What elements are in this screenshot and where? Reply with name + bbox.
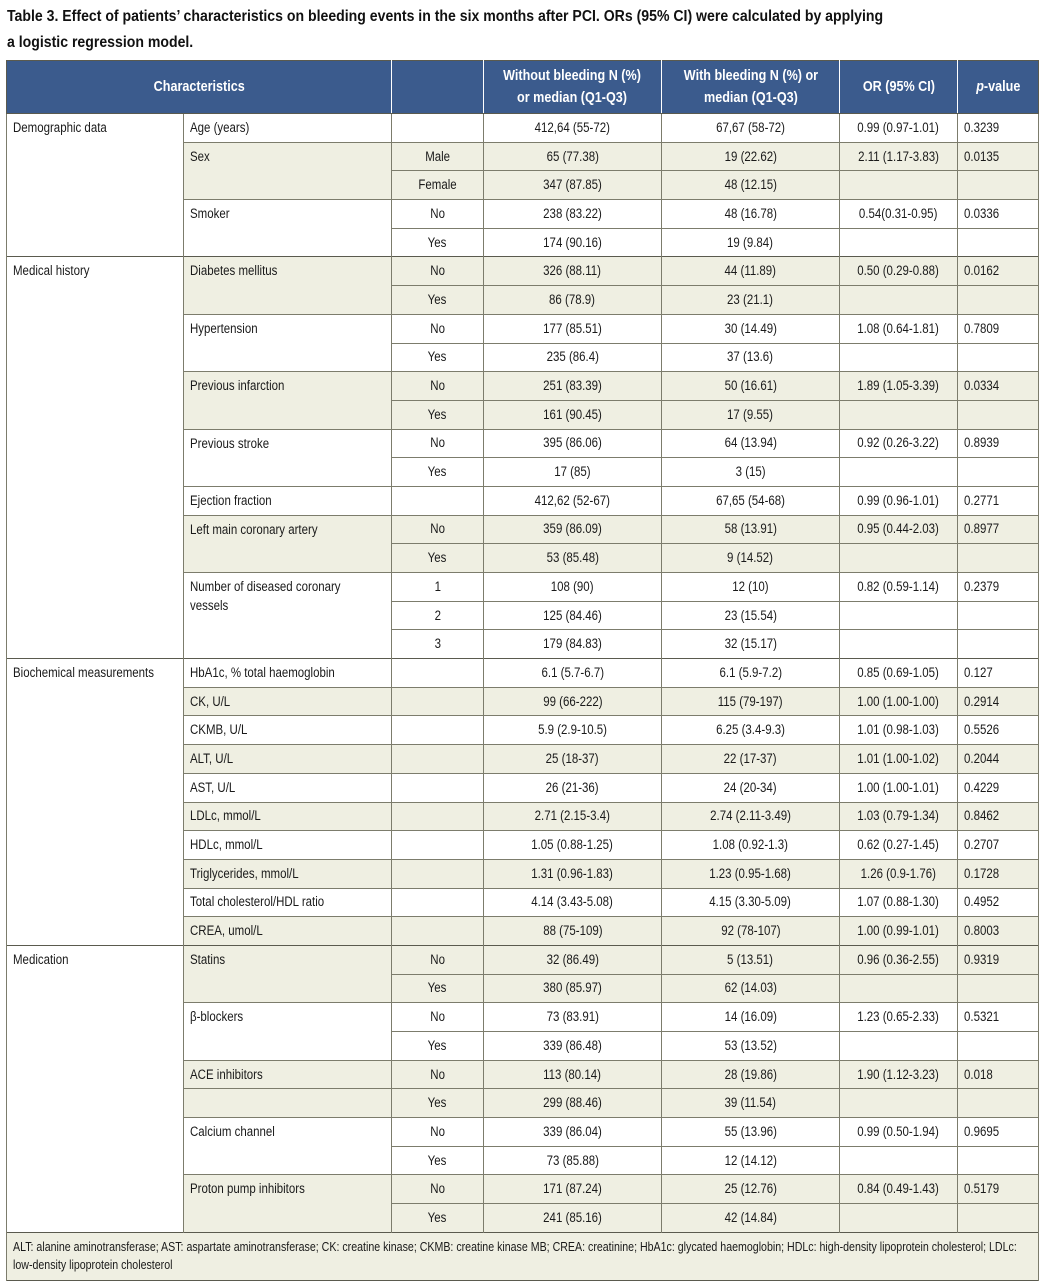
with-bleeding-cell: 62 (14.03) <box>662 974 840 1003</box>
p-value-cell <box>958 286 1039 315</box>
without-bleeding-cell: 108 (90) <box>484 573 662 602</box>
characteristic-cell: Ejection fraction <box>184 486 392 515</box>
without-bleeding-cell: 4.14 (3.43-5.08) <box>484 888 662 917</box>
or-cell: 0.85 (0.69-1.05) <box>840 659 958 688</box>
level-cell <box>392 917 484 946</box>
characteristic-cell: Proton pump inhibitors <box>184 1175 392 1232</box>
characteristic-cell: Calcium channel <box>184 1118 392 1175</box>
table-row <box>7 257 1039 286</box>
characteristic-cell: Previous stroke <box>184 429 392 486</box>
without-bleeding-cell: 2.71 (2.15-3.4) <box>484 802 662 831</box>
or-cell <box>840 1204 958 1233</box>
without-bleeding-cell: 1.05 (0.88-1.25) <box>484 831 662 860</box>
with-bleeding-cell: 55 (13.96) <box>662 1118 840 1147</box>
with-bleeding-cell: 2.74 (2.11-3.49) <box>662 802 840 831</box>
with-bleeding-cell: 1.23 (0.95-1.68) <box>662 859 840 888</box>
level-cell <box>392 831 484 860</box>
characteristic-cell: HDLc, mmol/L <box>184 831 392 860</box>
without-bleeding-cell: 73 (85.88) <box>484 1146 662 1175</box>
characteristic-cell <box>184 1089 392 1118</box>
p-value-cell: 0.0334 <box>958 372 1039 401</box>
header-or: OR (95% CI) <box>840 61 958 114</box>
characteristic-cell: Left main coronary artery <box>184 515 392 572</box>
or-cell: 1.00 (1.00-1.01) <box>840 773 958 802</box>
level-cell <box>392 802 484 831</box>
level-cell <box>392 114 484 143</box>
p-value-cell: 0.5179 <box>958 1175 1039 1204</box>
without-bleeding-cell: 339 (86.04) <box>484 1118 662 1147</box>
p-value-cell <box>958 1089 1039 1118</box>
with-bleeding-cell: 24 (20-34) <box>662 773 840 802</box>
with-bleeding-cell: 42 (14.84) <box>662 1204 840 1233</box>
or-cell <box>840 1146 958 1175</box>
header-blank <box>392 61 484 114</box>
without-bleeding-cell: 5.9 (2.9-10.5) <box>484 716 662 745</box>
with-bleeding-cell: 48 (12.15) <box>662 171 840 200</box>
without-bleeding-cell: 26 (21-36) <box>484 773 662 802</box>
p-value-cell: 0.2044 <box>958 745 1039 774</box>
with-bleeding-cell: 6.25 (3.4-9.3) <box>662 716 840 745</box>
level-cell <box>392 687 484 716</box>
with-bleeding-cell: 50 (16.61) <box>662 372 840 401</box>
characteristic-cell: Previous infarction <box>184 372 392 429</box>
characteristic-cell: CREA, umol/L <box>184 917 392 946</box>
with-bleeding-cell: 12 (10) <box>662 573 840 602</box>
or-cell <box>840 630 958 659</box>
characteristic-cell: Statins <box>184 945 392 1002</box>
level-cell: No <box>392 515 484 544</box>
level-cell: Female <box>392 171 484 200</box>
p-value-cell: 0.3239 <box>958 114 1039 143</box>
without-bleeding-cell: 359 (86.09) <box>484 515 662 544</box>
level-cell: Yes <box>392 1089 484 1118</box>
characteristic-cell: CK, U/L <box>184 687 392 716</box>
or-cell <box>840 286 958 315</box>
or-cell: 1.26 (0.9-1.76) <box>840 859 958 888</box>
or-cell <box>840 1032 958 1061</box>
without-bleeding-cell: 113 (80.14) <box>484 1060 662 1089</box>
with-bleeding-cell: 58 (13.91) <box>662 515 840 544</box>
or-cell <box>840 974 958 1003</box>
with-bleeding-cell: 12 (14.12) <box>662 1146 840 1175</box>
level-cell <box>392 659 484 688</box>
with-bleeding-cell: 22 (17-37) <box>662 745 840 774</box>
or-cell: 1.00 (0.99-1.01) <box>840 917 958 946</box>
p-value-cell <box>958 974 1039 1003</box>
or-cell: 0.95 (0.44-2.03) <box>840 515 958 544</box>
level-cell <box>392 888 484 917</box>
table-row <box>7 114 1039 143</box>
or-cell: 1.89 (1.05-3.39) <box>840 372 958 401</box>
header-row <box>7 61 1039 114</box>
level-cell: No <box>392 429 484 458</box>
p-value-cell: 0.4229 <box>958 773 1039 802</box>
level-cell: 1 <box>392 573 484 602</box>
with-bleeding-cell: 28 (19.86) <box>662 1060 840 1089</box>
p-value-cell: 0.018 <box>958 1060 1039 1089</box>
p-value-cell <box>958 228 1039 257</box>
without-bleeding-cell: 6.1 (5.7-6.7) <box>484 659 662 688</box>
level-cell <box>392 486 484 515</box>
p-value-cell: 0.5526 <box>958 716 1039 745</box>
level-cell: No <box>392 257 484 286</box>
p-value-cell <box>958 171 1039 200</box>
or-cell: 2.11 (1.17-3.83) <box>840 142 958 171</box>
level-cell: No <box>392 945 484 974</box>
level-cell: Yes <box>392 1146 484 1175</box>
without-bleeding-cell: 171 (87.24) <box>484 1175 662 1204</box>
without-bleeding-cell: 25 (18-37) <box>484 745 662 774</box>
with-bleeding-cell: 32 (15.17) <box>662 630 840 659</box>
or-cell: 1.01 (1.00-1.02) <box>840 745 958 774</box>
with-bleeding-cell: 30 (14.49) <box>662 314 840 343</box>
without-bleeding-cell: 177 (85.51) <box>484 314 662 343</box>
table-footnote: ALT: alanine aminotransferase; AST: aspartate aminotransferase; CK: creatine kinase; CKMB: creatine kinase MB; CREA: creatinine; HbA1c: glycated haemoglobin; HDLc: high-density lipoprotein cholesterol; LDLc: low-density lipoprotein cholesterol <box>7 1232 1039 1280</box>
with-bleeding-cell: 67,67 (58-72) <box>662 114 840 143</box>
p-value-cell <box>958 1204 1039 1233</box>
or-cell <box>840 1089 958 1118</box>
header-without-bleeding: Without bleeding N (%) or median (Q1-Q3) <box>484 61 662 114</box>
or-cell <box>840 544 958 573</box>
or-cell: 0.99 (0.50-1.94) <box>840 1118 958 1147</box>
without-bleeding-cell: 235 (86.4) <box>484 343 662 372</box>
without-bleeding-cell: 238 (83.22) <box>484 200 662 229</box>
p-value-cell: 0.2707 <box>958 831 1039 860</box>
characteristic-cell: Total cholesterol/HDL ratio <box>184 888 392 917</box>
or-cell: 1.23 (0.65-2.33) <box>840 1003 958 1032</box>
p-value-cell <box>958 544 1039 573</box>
level-cell: No <box>392 1175 484 1204</box>
with-bleeding-cell: 48 (16.78) <box>662 200 840 229</box>
with-bleeding-cell: 19 (9.84) <box>662 228 840 257</box>
level-cell <box>392 859 484 888</box>
with-bleeding-cell: 92 (78-107) <box>662 917 840 946</box>
header-p-value: p-value <box>958 61 1039 114</box>
characteristic-cell: β-blockers <box>184 1003 392 1060</box>
with-bleeding-cell: 23 (21.1) <box>662 286 840 315</box>
or-cell: 0.62 (0.27-1.45) <box>840 831 958 860</box>
without-bleeding-cell: 339 (86.48) <box>484 1032 662 1061</box>
or-cell: 0.54(0.31-0.95) <box>840 200 958 229</box>
without-bleeding-cell: 347 (87.85) <box>484 171 662 200</box>
footnote-row <box>7 1232 1039 1280</box>
or-cell <box>840 458 958 487</box>
characteristic-cell: ACE inhibitors <box>184 1060 392 1089</box>
with-bleeding-cell: 44 (11.89) <box>662 257 840 286</box>
level-cell: No <box>392 200 484 229</box>
without-bleeding-cell: 395 (86.06) <box>484 429 662 458</box>
without-bleeding-cell: 412,62 (52-67) <box>484 486 662 515</box>
characteristic-cell: Triglycerides, mmol/L <box>184 859 392 888</box>
without-bleeding-cell: 65 (77.38) <box>484 142 662 171</box>
without-bleeding-cell: 251 (83.39) <box>484 372 662 401</box>
with-bleeding-cell: 4.15 (3.30-5.09) <box>662 888 840 917</box>
without-bleeding-cell: 32 (86.49) <box>484 945 662 974</box>
p-value-cell: 0.4952 <box>958 888 1039 917</box>
with-bleeding-cell: 17 (9.55) <box>662 400 840 429</box>
without-bleeding-cell: 86 (78.9) <box>484 286 662 315</box>
characteristic-cell: LDLc, mmol/L <box>184 802 392 831</box>
characteristic-cell: CKMB, U/L <box>184 716 392 745</box>
without-bleeding-cell: 174 (90.16) <box>484 228 662 257</box>
p-value-cell: 0.1728 <box>958 859 1039 888</box>
p-value-cell: 0.0162 <box>958 257 1039 286</box>
with-bleeding-cell: 39 (11.54) <box>662 1089 840 1118</box>
or-cell: 0.99 (0.96-1.01) <box>840 486 958 515</box>
with-bleeding-cell: 6.1 (5.9-7.2) <box>662 659 840 688</box>
or-cell: 0.96 (0.36-2.55) <box>840 945 958 974</box>
with-bleeding-cell: 5 (13.51) <box>662 945 840 974</box>
or-cell <box>840 400 958 429</box>
with-bleeding-cell: 37 (13.6) <box>662 343 840 372</box>
p-value-cell: 0.9695 <box>958 1118 1039 1147</box>
level-cell: No <box>392 1003 484 1032</box>
or-cell: 0.50 (0.29-0.88) <box>840 257 958 286</box>
level-cell <box>392 745 484 774</box>
or-cell <box>840 171 958 200</box>
characteristic-cell: ALT, U/L <box>184 745 392 774</box>
with-bleeding-cell: 3 (15) <box>662 458 840 487</box>
header-characteristics: Characteristics <box>7 61 392 114</box>
without-bleeding-cell: 299 (88.46) <box>484 1089 662 1118</box>
p-value-cell: 0.7809 <box>958 314 1039 343</box>
p-value-cell: 0.127 <box>958 659 1039 688</box>
or-cell: 0.99 (0.97-1.01) <box>840 114 958 143</box>
without-bleeding-cell: 161 (90.45) <box>484 400 662 429</box>
level-cell: Yes <box>392 286 484 315</box>
with-bleeding-cell: 1.08 (0.92-1.3) <box>662 831 840 860</box>
p-value-cell: 0.8977 <box>958 515 1039 544</box>
level-cell <box>392 716 484 745</box>
level-cell: Yes <box>392 228 484 257</box>
or-cell: 1.00 (1.00-1.00) <box>840 687 958 716</box>
p-value-cell: 0.5321 <box>958 1003 1039 1032</box>
characteristic-cell: Hypertension <box>184 314 392 371</box>
or-cell: 1.03 (0.79-1.34) <box>840 802 958 831</box>
p-value-cell: 0.9319 <box>958 945 1039 974</box>
without-bleeding-cell: 1.31 (0.96-1.83) <box>484 859 662 888</box>
with-bleeding-cell: 115 (79-197) <box>662 687 840 716</box>
caption-line-1: Table 3. Effect of patients’ characteristics on bleeding events in the six months after PCI. ORs (95% CI) were calculated by applying <box>7 8 884 25</box>
category-medical-history: Medical history <box>7 257 184 659</box>
table-caption <box>7 4 913 56</box>
bleeding-events-table <box>6 60 1039 1281</box>
p-value-cell <box>958 1032 1039 1061</box>
p-value-cell <box>958 1146 1039 1175</box>
table-row <box>7 945 1039 974</box>
level-cell: Yes <box>392 974 484 1003</box>
p-value-cell: 0.2914 <box>958 687 1039 716</box>
with-bleeding-cell: 53 (13.52) <box>662 1032 840 1061</box>
level-cell: 2 <box>392 601 484 630</box>
p-value-cell: 0.8003 <box>958 917 1039 946</box>
or-cell: 1.08 (0.64-1.81) <box>840 314 958 343</box>
or-cell <box>840 601 958 630</box>
p-value-cell <box>958 343 1039 372</box>
level-cell: Yes <box>392 400 484 429</box>
characteristic-cell: AST, U/L <box>184 773 392 802</box>
with-bleeding-cell: 19 (22.62) <box>662 142 840 171</box>
p-value-cell <box>958 630 1039 659</box>
or-cell <box>840 228 958 257</box>
level-cell: No <box>392 1060 484 1089</box>
with-bleeding-cell: 64 (13.94) <box>662 429 840 458</box>
p-value-cell: 0.2379 <box>958 573 1039 602</box>
or-cell: 0.84 (0.49-1.43) <box>840 1175 958 1204</box>
or-cell: 0.82 (0.59-1.14) <box>840 573 958 602</box>
without-bleeding-cell: 17 (85) <box>484 458 662 487</box>
characteristic-cell: Smoker <box>184 200 392 257</box>
category-medication: Medication <box>7 945 184 1232</box>
or-cell: 1.90 (1.12-3.23) <box>840 1060 958 1089</box>
header-with-bleeding: With bleeding N (%) or median (Q1-Q3) <box>662 61 840 114</box>
characteristic-cell: Sex <box>184 142 392 199</box>
or-cell: 1.07 (0.88-1.30) <box>840 888 958 917</box>
p-value-cell: 0.8939 <box>958 429 1039 458</box>
level-cell: No <box>392 372 484 401</box>
p-value-cell <box>958 601 1039 630</box>
p-value-cell <box>958 400 1039 429</box>
table-body <box>7 114 1039 1281</box>
level-cell: 3 <box>392 630 484 659</box>
with-bleeding-cell: 23 (15.54) <box>662 601 840 630</box>
without-bleeding-cell: 241 (85.16) <box>484 1204 662 1233</box>
level-cell: Yes <box>392 458 484 487</box>
table-row <box>7 659 1039 688</box>
category-biochemical: Biochemical measurements <box>7 659 184 946</box>
with-bleeding-cell: 67,65 (54-68) <box>662 486 840 515</box>
with-bleeding-cell: 25 (12.76) <box>662 1175 840 1204</box>
p-value-cell: 0.0135 <box>958 142 1039 171</box>
or-cell: 1.01 (0.98-1.03) <box>840 716 958 745</box>
level-cell: No <box>392 314 484 343</box>
p-value-cell: 0.2771 <box>958 486 1039 515</box>
characteristic-cell: HbA1c, % total haemoglobin <box>184 659 392 688</box>
or-cell: 0.92 (0.26-3.22) <box>840 429 958 458</box>
without-bleeding-cell: 99 (66-222) <box>484 687 662 716</box>
characteristic-cell: Number of diseased coronary vessels <box>184 573 392 659</box>
level-cell: Yes <box>392 544 484 573</box>
caption-line-2: a logistic regression model. <box>7 34 194 51</box>
level-cell: No <box>392 1118 484 1147</box>
category-demographic: Demographic data <box>7 114 184 257</box>
level-cell: Yes <box>392 343 484 372</box>
without-bleeding-cell: 125 (84.46) <box>484 601 662 630</box>
without-bleeding-cell: 380 (85.97) <box>484 974 662 1003</box>
without-bleeding-cell: 326 (88.11) <box>484 257 662 286</box>
p-value-cell: 0.0336 <box>958 200 1039 229</box>
without-bleeding-cell: 412,64 (55-72) <box>484 114 662 143</box>
with-bleeding-cell: 14 (16.09) <box>662 1003 840 1032</box>
level-cell <box>392 773 484 802</box>
without-bleeding-cell: 179 (84.83) <box>484 630 662 659</box>
without-bleeding-cell: 53 (85.48) <box>484 544 662 573</box>
without-bleeding-cell: 88 (75-109) <box>484 917 662 946</box>
with-bleeding-cell: 9 (14.52) <box>662 544 840 573</box>
p-value-cell <box>958 458 1039 487</box>
without-bleeding-cell: 73 (83.91) <box>484 1003 662 1032</box>
characteristic-cell: Diabetes mellitus <box>184 257 392 314</box>
level-cell: Male <box>392 142 484 171</box>
level-cell: Yes <box>392 1204 484 1233</box>
characteristic-cell: Age (years) <box>184 114 392 143</box>
p-value-cell: 0.8462 <box>958 802 1039 831</box>
level-cell: Yes <box>392 1032 484 1061</box>
or-cell <box>840 343 958 372</box>
